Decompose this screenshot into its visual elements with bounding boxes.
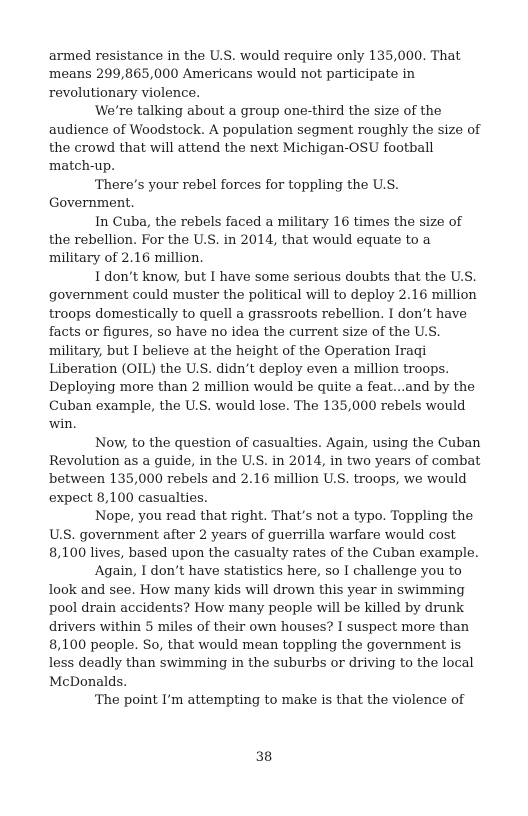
- body-text: [49, 48, 481, 711]
- paragraph-cuba-military: In Cuba, the rebels faced a military 16 times the size of the rebellion. For the U.S. in 2014, that would equate to a military of 2.16 million.: [49, 214, 462, 267]
- paragraph-rebel-forces: There’s your rebel forces for toppling the U.S. Government.: [49, 177, 400, 212]
- paragraph-point: The point I’m attempting to make is that the violence of: [95, 693, 464, 709]
- paragraph-continuation: armed resistance in the U.S. would require only 135,000. That means 299,865,000 Americans would not participate in revolutionary violence.: [49, 49, 461, 101]
- paragraph-woodstock: We’re talking about a group one-third the size of the audience of Woodstock. A population segment roughly the size of the crowd that will attend the next Michigan-OSU football match-up.: [49, 104, 480, 175]
- paragraph-doubts: I don’t know, but I have some serious doubts that the U.S. government could muster the political will to deploy 2.16 million troops domestically to quell a grassroots rebellion. I don’t have facts or figures, so have no idea the current size of the U.S. military, but I believe at the height of the Operation Iraqi Liberation (OIL) the U.S. didn’t deploy even a million troops. Deploying more than 2 million would be quite a feat...and by the Cuban example, the U.S. would lose. The 135,000 rebels would win.: [49, 269, 477, 433]
- paragraph-not-a-typo: Nope, you read that right. That’s not a typo. Toppling the U.S. government after 2 years of guerrilla warfare would cost 8,100 lives, based upon the casualty rates of the Cuban example.: [49, 509, 479, 561]
- paragraph-statistics: Again, I don’t have statistics here, so I challenge you to look and see. How many kids will drown this year in swimming pool drain accidents? How many people will be killed by drunk drivers within 5 miles of their own houses? I suspect more than 8,100 people. So, that would mean toppling the government is less deadly than swimming in the suburbs or driving to the local McDonalds.: [49, 564, 474, 690]
- paragraph-casualties: Now, to the question of casualties. Again, using the Cuban Revolution as a guide, in the U.S. in 2014, in two years of combat between 135,000 rebels and 2.16 million U.S. troops, we would expect 8,100 casualties.: [49, 435, 481, 506]
- page-number: 38: [255, 750, 273, 765]
